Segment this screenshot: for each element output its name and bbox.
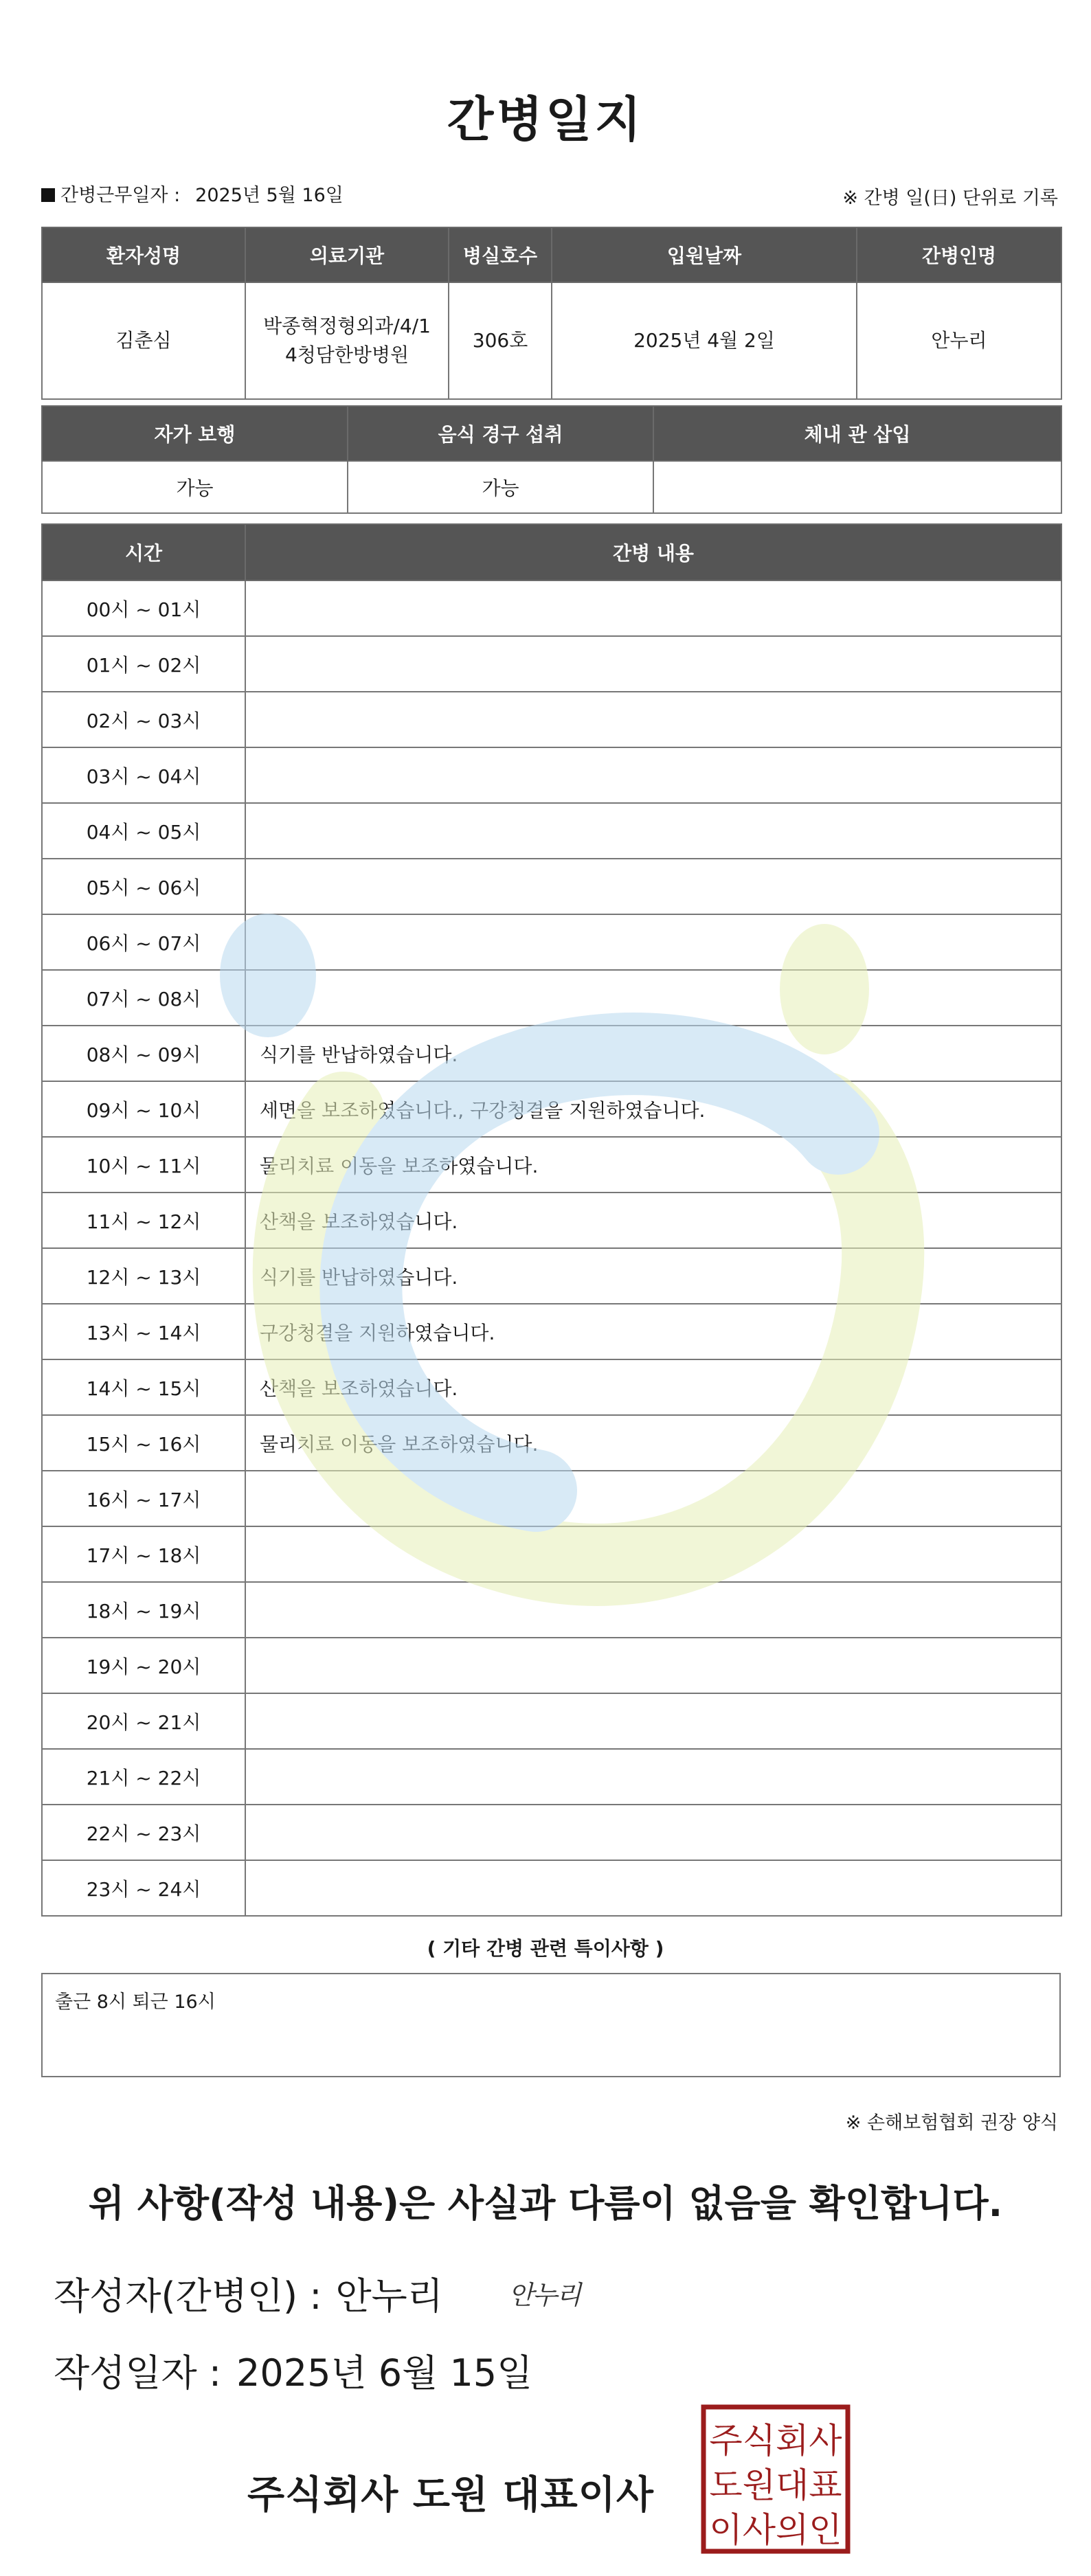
- header-admission-date: 입원날짜: [552, 227, 857, 282]
- log-time: 18시 ~ 19시: [42, 1582, 245, 1638]
- log-time: 12시 ~ 13시: [42, 1248, 245, 1304]
- log-time: 00시 ~ 01시: [42, 580, 245, 636]
- log-time: 11시 ~ 12시: [42, 1193, 245, 1248]
- log-time: 21시 ~ 22시: [42, 1749, 245, 1805]
- log-content: [245, 1526, 1061, 1582]
- form-note: ※ 손해보험협회 권장 양식: [845, 2112, 1058, 2134]
- patient-name: 김춘심: [42, 282, 245, 399]
- log-time: 23시 ~ 24시: [42, 1860, 245, 1916]
- log-time: 02시 ~ 03시: [42, 692, 245, 747]
- log-content: [245, 1860, 1061, 1916]
- log-time: 20시 ~ 21시: [42, 1693, 245, 1749]
- header-self-walking: 자가 보행: [42, 406, 348, 461]
- hourly-care-log-table: [41, 523, 1062, 1917]
- write-date-label: 작성일자 :: [54, 2351, 222, 2395]
- table-row: [42, 580, 1061, 636]
- company-representative: 주식회사 도원 대표이사: [247, 2473, 654, 2518]
- log-content: 산책을 보조하였습니다.: [245, 1359, 1061, 1415]
- log-content: 식기를 반납하였습니다.: [245, 1248, 1061, 1304]
- write-date-value: 2025년 6월 15일: [236, 2351, 533, 2395]
- log-content: [245, 1582, 1061, 1638]
- square-bullet-icon: [41, 188, 55, 202]
- header-time: 시간: [42, 524, 245, 580]
- header-caregiver-name: 간병인명: [857, 227, 1061, 282]
- log-content: [245, 1471, 1061, 1526]
- room-number: 306호: [449, 282, 552, 399]
- log-time: 13시 ~ 14시: [42, 1304, 245, 1359]
- writer-line: [54, 2267, 443, 2320]
- log-time: 15시 ~ 16시: [42, 1415, 245, 1471]
- handwritten-signature: 안누리: [508, 2280, 581, 2310]
- log-content: 산책을 보조하였습니다.: [245, 1193, 1061, 1248]
- writer-name: 안누리: [335, 2274, 443, 2318]
- log-time: 09시 ~ 10시: [42, 1081, 245, 1137]
- table-row: [42, 1526, 1061, 1582]
- log-content: [245, 1693, 1061, 1749]
- log-content: [245, 970, 1061, 1026]
- log-time: 05시 ~ 06시: [42, 859, 245, 914]
- seal-line-1: 주식회사: [709, 2421, 842, 2461]
- header-room-number: 병실호수: [449, 227, 552, 282]
- log-content: [245, 580, 1061, 636]
- log-content: 구강청결을 지원하였습니다.: [245, 1304, 1061, 1359]
- table-row: [42, 914, 1061, 970]
- table-row: [42, 1415, 1061, 1471]
- tube-insertion-value: [653, 461, 1061, 513]
- write-date-line: [54, 2344, 532, 2397]
- log-content: 세면을 보조하였습니다., 구강청결을 지원하였습니다.: [245, 1081, 1061, 1137]
- log-content: [245, 636, 1061, 692]
- table-row: [42, 1582, 1061, 1638]
- header-oral-intake: 음식 경구 섭취: [348, 406, 653, 461]
- table-row: [42, 1248, 1061, 1304]
- hospital-name-text: 박종혁정형외과/4/14청담한방병원: [263, 315, 431, 366]
- table-row: [42, 636, 1061, 692]
- work-date-line: [41, 180, 344, 207]
- log-time: 06시 ~ 07시: [42, 914, 245, 970]
- log-time: 17시 ~ 18시: [42, 1526, 245, 1582]
- seal-line-3: 이사의인: [709, 2510, 842, 2550]
- table-row: [42, 747, 1061, 803]
- work-date-value: 2025년 5월 16일: [195, 185, 344, 206]
- table-row: [42, 1805, 1061, 1860]
- log-time: 22시 ~ 23시: [42, 1805, 245, 1860]
- caregiver-name: 안누리: [857, 282, 1061, 399]
- log-content: 물리치료 이동을 보조하였습니다.: [245, 1415, 1061, 1471]
- table-row: [42, 859, 1061, 914]
- table-row: [42, 1749, 1061, 1805]
- table-row: [42, 1693, 1061, 1749]
- log-time: 08시 ~ 09시: [42, 1026, 245, 1081]
- seal-line-2: 도원대표: [709, 2465, 842, 2505]
- special-notes-text: 출근 8시 퇴근 16시: [55, 1991, 216, 2013]
- header-tube-insertion: 체내 관 삽입: [653, 406, 1061, 461]
- table-row: [42, 1081, 1061, 1137]
- log-content: [245, 859, 1061, 914]
- log-time: 04시 ~ 05시: [42, 803, 245, 859]
- log-content: [245, 692, 1061, 747]
- log-time: 07시 ~ 08시: [42, 970, 245, 1026]
- hospital-name: [245, 282, 449, 399]
- log-time: 14시 ~ 15시: [42, 1359, 245, 1415]
- table-row: [42, 803, 1061, 859]
- table-row: [42, 1471, 1061, 1526]
- log-time: 01시 ~ 02시: [42, 636, 245, 692]
- log-time: 03시 ~ 04시: [42, 747, 245, 803]
- unit-note: ※ 간병 일(日) 단위로 기록: [842, 188, 1058, 209]
- log-content: [245, 803, 1061, 859]
- special-notes-box: [41, 1973, 1061, 2077]
- company-seal-stamp: [701, 2404, 851, 2554]
- admission-date: 2025년 4월 2일: [552, 282, 857, 399]
- log-content: [245, 1805, 1061, 1860]
- table-row: [42, 1193, 1061, 1248]
- page-title: 간병일지: [447, 91, 644, 148]
- header-care-content: 간병 내용: [245, 524, 1061, 580]
- special-notes-title: ( 기타 간병 관련 특이사항 ): [427, 1937, 664, 1960]
- log-content: [245, 1749, 1061, 1805]
- table-row: [42, 1137, 1061, 1193]
- table-row: [42, 1860, 1061, 1916]
- table-row: [42, 970, 1061, 1026]
- table-row: [42, 1359, 1061, 1415]
- self-walking-value: 가능: [42, 461, 348, 513]
- header-patient-name: 환자성명: [42, 227, 245, 282]
- log-time: 10시 ~ 11시: [42, 1137, 245, 1193]
- log-time: 19시 ~ 20시: [42, 1638, 245, 1693]
- table-row: [42, 692, 1061, 747]
- table-row: [42, 1304, 1061, 1359]
- header-hospital: 의료기관: [245, 227, 449, 282]
- writer-label: 작성자(간병인) :: [54, 2274, 322, 2318]
- log-time: 16시 ~ 17시: [42, 1471, 245, 1526]
- log-content: [245, 1638, 1061, 1693]
- work-date-label: 간병근무일자 :: [60, 185, 181, 206]
- table-row: [42, 1638, 1061, 1693]
- patient-info-table: [41, 227, 1062, 400]
- log-content: 물리치료 이동을 보조하였습니다.: [245, 1137, 1061, 1193]
- log-content: [245, 747, 1061, 803]
- log-content: [245, 914, 1061, 970]
- patient-status-table: [41, 405, 1062, 514]
- log-content: 식기를 반납하였습니다.: [245, 1026, 1061, 1081]
- oral-intake-value: 가능: [348, 461, 653, 513]
- table-row: [42, 1026, 1061, 1081]
- confirmation-statement: 위 사항(작성 내용)은 사실과 다름이 없음을 확인합니다.: [88, 2182, 1003, 2225]
